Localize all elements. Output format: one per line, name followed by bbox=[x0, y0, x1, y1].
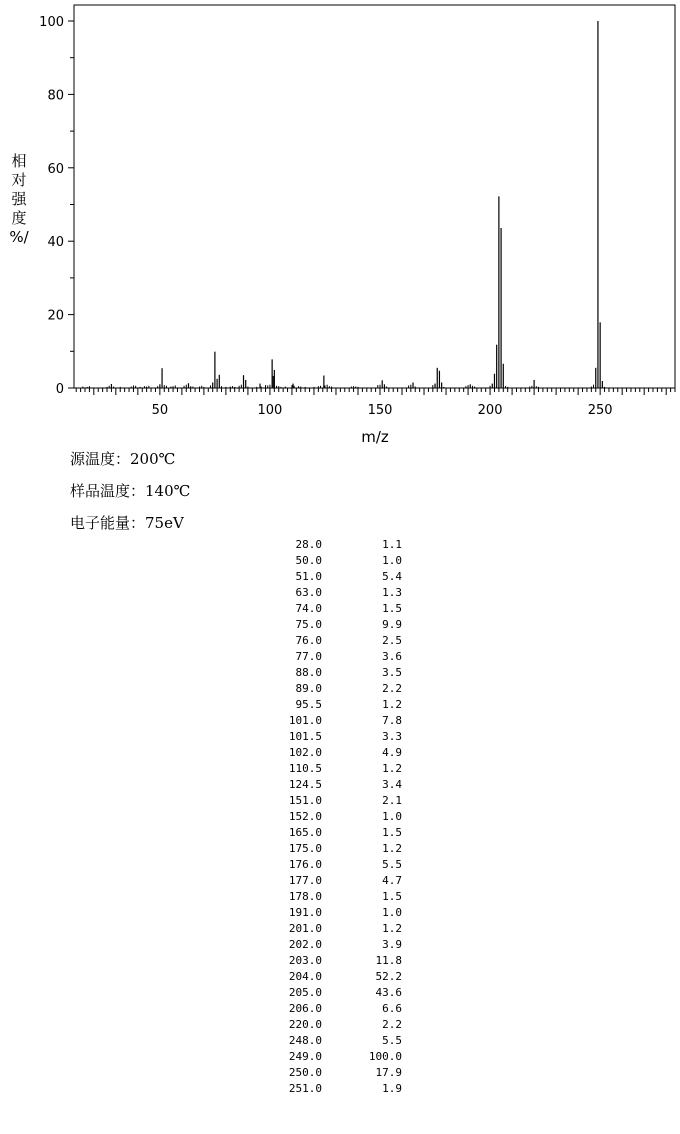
peak-abundance: 1.0 bbox=[382, 906, 402, 919]
y-axis-label-char: 相 bbox=[11, 152, 27, 170]
table-row bbox=[268, 937, 402, 953]
peak-abundance: 1.1 bbox=[382, 538, 402, 551]
peak-mz: 165.0 bbox=[288, 826, 322, 839]
peak-mz: 206.0 bbox=[288, 1002, 322, 1015]
axis-ticks bbox=[39, 15, 675, 418]
x-axis-label: m/z bbox=[361, 428, 389, 446]
table-row bbox=[268, 1033, 402, 1049]
peak-mz: 95.5 bbox=[295, 698, 322, 711]
table-row bbox=[268, 617, 402, 633]
peak-mz: 249.0 bbox=[288, 1050, 322, 1063]
y-tick-label: 100 bbox=[39, 15, 64, 30]
table-row bbox=[268, 953, 402, 969]
peak-mz: 124.5 bbox=[288, 778, 322, 791]
table-row bbox=[268, 985, 402, 1001]
peak-abundance: 6.6 bbox=[382, 1002, 402, 1015]
table-row bbox=[268, 1081, 402, 1097]
table-row bbox=[268, 793, 402, 809]
peak-abundance: 7.8 bbox=[382, 714, 402, 727]
peak-abundance: 17.9 bbox=[375, 1066, 402, 1079]
peak-abundance: 3.3 bbox=[382, 730, 402, 743]
table-row bbox=[268, 777, 402, 793]
peak-mz: 77.0 bbox=[295, 650, 322, 663]
table-row bbox=[268, 1049, 402, 1065]
table-row bbox=[268, 553, 402, 569]
table-row bbox=[268, 649, 402, 665]
peak-abundance: 5.4 bbox=[382, 570, 402, 583]
peak-mz: 63.0 bbox=[295, 586, 322, 599]
mass-spectrum-chart bbox=[0, 0, 680, 448]
table-row bbox=[268, 697, 402, 713]
plot-border bbox=[74, 5, 675, 388]
table-row bbox=[268, 841, 402, 857]
peak-abundance: 3.4 bbox=[382, 778, 402, 791]
y-tick-label: 60 bbox=[47, 161, 64, 177]
peak-mz: 204.0 bbox=[288, 970, 322, 983]
table-row bbox=[268, 1001, 402, 1017]
table-row bbox=[268, 809, 402, 825]
y-axis-label-char: 对 bbox=[11, 171, 27, 189]
peak-list-table bbox=[268, 537, 402, 1097]
peak-abundance: 1.2 bbox=[382, 922, 402, 935]
x-tick-label: 50 bbox=[151, 403, 169, 418]
table-row bbox=[268, 761, 402, 777]
y-axis-label-char: 度 bbox=[11, 209, 27, 227]
peak-abundance: 2.5 bbox=[382, 634, 402, 647]
peak-abundance: 1.5 bbox=[382, 890, 402, 903]
electron-energy: 电子能量：75eV bbox=[70, 514, 184, 532]
x-tick-label: 250 bbox=[587, 403, 613, 418]
y-tick-label: 40 bbox=[47, 235, 64, 251]
table-row bbox=[268, 921, 402, 937]
peak-mz: 203.0 bbox=[288, 954, 322, 967]
peak-mz: 75.0 bbox=[295, 618, 322, 631]
peak-mz: 88.0 bbox=[295, 666, 322, 679]
y-tick-label: 0 bbox=[55, 382, 64, 397]
peak-mz: 176.0 bbox=[288, 858, 322, 871]
peak-mz: 178.0 bbox=[288, 890, 322, 903]
peak-abundance: 52.2 bbox=[375, 970, 402, 983]
peak-mz: 51.0 bbox=[295, 570, 322, 583]
peak-mz: 177.0 bbox=[288, 874, 322, 887]
peak-abundance: 4.7 bbox=[382, 874, 402, 887]
table-row bbox=[268, 665, 402, 681]
peak-abundance: 1.5 bbox=[382, 826, 402, 839]
peak-mz: 50.0 bbox=[295, 554, 322, 567]
table-row bbox=[268, 713, 402, 729]
y-axis-label bbox=[9, 152, 29, 246]
peak-mz: 28.0 bbox=[295, 538, 322, 551]
peak-mz: 175.0 bbox=[288, 842, 322, 855]
peak-mz: 74.0 bbox=[295, 602, 322, 615]
table-row bbox=[268, 905, 402, 921]
peak-abundance: 2.2 bbox=[382, 682, 402, 695]
peak-mz: 101.5 bbox=[288, 730, 322, 743]
peak-abundance: 3.6 bbox=[382, 650, 402, 663]
peak-mz: 191.0 bbox=[288, 906, 322, 919]
peak-mz: 102.0 bbox=[288, 746, 322, 759]
table-row bbox=[268, 969, 402, 985]
peak-mz: 220.0 bbox=[288, 1018, 322, 1031]
peak-mz: 101.0 bbox=[288, 714, 322, 727]
experiment-conditions bbox=[70, 448, 190, 544]
peak-abundance: 3.9 bbox=[382, 938, 402, 951]
table-row bbox=[268, 633, 402, 649]
peak-abundance: 2.1 bbox=[382, 794, 402, 807]
peak-abundance: 11.8 bbox=[375, 954, 402, 967]
peak-abundance: 4.9 bbox=[382, 746, 402, 759]
peak-abundance: 1.9 bbox=[382, 1082, 402, 1095]
peak-abundance: 1.0 bbox=[382, 554, 402, 567]
peak-mz: 250.0 bbox=[288, 1066, 322, 1079]
peak-mz: 151.0 bbox=[288, 794, 322, 807]
peak-mz: 202.0 bbox=[288, 938, 322, 951]
peak-abundance: 1.5 bbox=[382, 602, 402, 615]
peak-mz: 152.0 bbox=[288, 810, 322, 823]
peak-abundance: 100.0 bbox=[368, 1050, 402, 1063]
table-row bbox=[268, 729, 402, 745]
y-tick-label: 20 bbox=[47, 308, 64, 324]
table-row bbox=[268, 857, 402, 873]
spectrum-bars bbox=[83, 21, 605, 388]
peak-abundance: 43.6 bbox=[375, 986, 402, 999]
peak-mz: 110.5 bbox=[288, 762, 322, 775]
peak-abundance: 5.5 bbox=[382, 858, 402, 871]
peak-abundance: 2.2 bbox=[382, 1018, 402, 1031]
table-row bbox=[268, 1065, 402, 1081]
peak-abundance: 1.3 bbox=[382, 586, 402, 599]
table-row bbox=[268, 537, 402, 553]
table-row bbox=[268, 1017, 402, 1033]
x-tick-label: 200 bbox=[477, 403, 503, 418]
source-temperature: 源温度：200℃ bbox=[70, 450, 176, 468]
peak-mz: 76.0 bbox=[295, 634, 322, 647]
peak-mz: 205.0 bbox=[288, 986, 322, 999]
table-row bbox=[268, 601, 402, 617]
peak-mz: 248.0 bbox=[288, 1034, 322, 1047]
peak-mz: 251.0 bbox=[288, 1082, 322, 1095]
peak-abundance: 5.5 bbox=[382, 1034, 402, 1047]
peak-abundance: 3.5 bbox=[382, 666, 402, 679]
y-axis-label-char: 强 bbox=[11, 190, 27, 208]
table-row bbox=[268, 889, 402, 905]
peak-abundance: 1.2 bbox=[382, 842, 402, 855]
peak-mz: 89.0 bbox=[295, 682, 322, 695]
peak-abundance: 1.0 bbox=[382, 810, 402, 823]
peak-abundance: 9.9 bbox=[382, 618, 402, 631]
plot-frame bbox=[74, 5, 675, 388]
peak-mz: 201.0 bbox=[288, 922, 322, 935]
x-tick-label: 100 bbox=[257, 403, 283, 418]
sample-temperature: 样品温度：140℃ bbox=[70, 482, 191, 500]
y-tick-label: 80 bbox=[47, 88, 64, 104]
table-row bbox=[268, 873, 402, 889]
table-row bbox=[268, 825, 402, 841]
x-tick-label: 150 bbox=[367, 403, 393, 418]
table-row bbox=[268, 745, 402, 761]
table-row bbox=[268, 585, 402, 601]
y-axis-label-char: %/ bbox=[9, 228, 29, 246]
peak-abundance: 1.2 bbox=[382, 762, 402, 775]
table-row bbox=[268, 681, 402, 697]
peak-abundance: 1.2 bbox=[382, 698, 402, 711]
table-row bbox=[268, 569, 402, 585]
